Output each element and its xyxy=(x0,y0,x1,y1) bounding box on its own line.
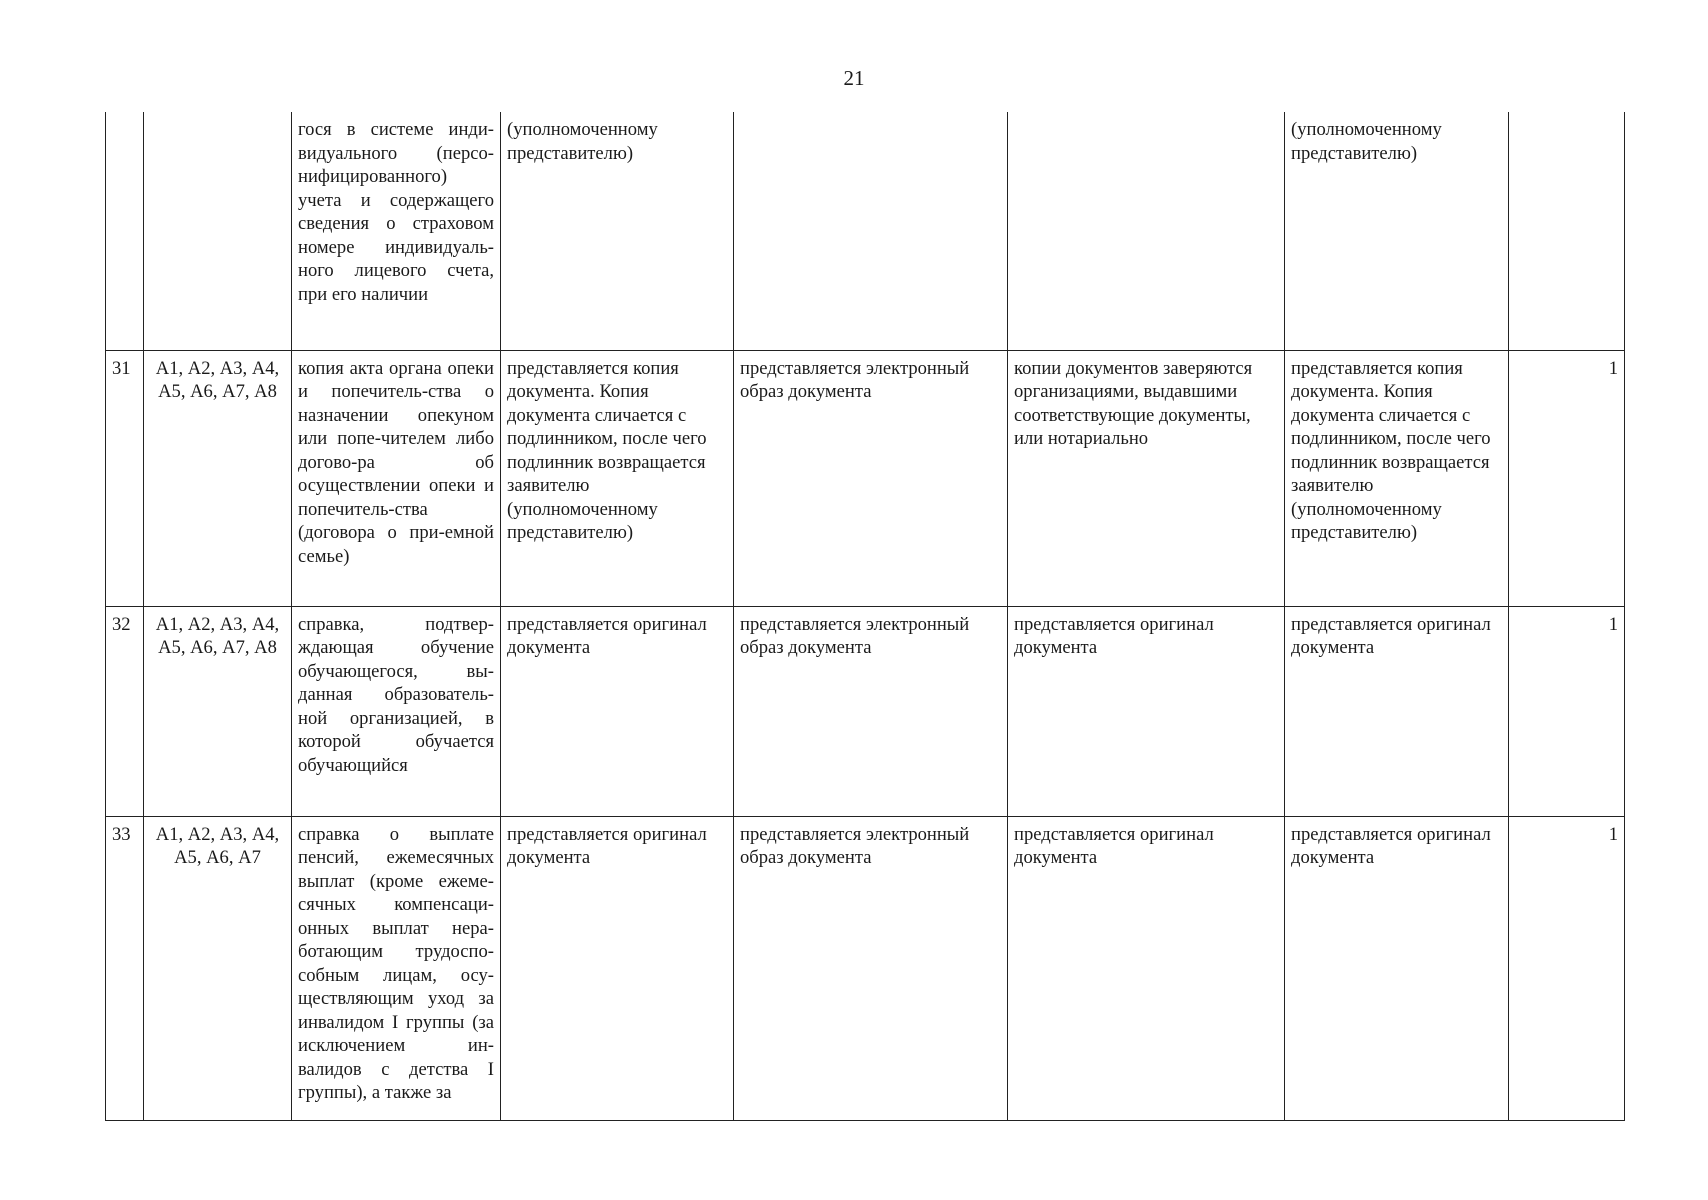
requirements-table xyxy=(105,112,1625,1121)
electronic-submission-cell: представляется электронный образ документа xyxy=(734,606,1008,816)
count-cell: 1 xyxy=(1509,606,1625,816)
applicants-cell: А1, А2, А3, А4, А5, А6, А7, А8 xyxy=(144,350,292,606)
row-number-cell: 31 xyxy=(106,350,144,606)
page-number: 21 xyxy=(843,66,865,90)
in-person-submission-cell: (уполномоченному представителю) xyxy=(501,112,734,350)
mfc-submission-cell: представляется оригинал документа xyxy=(1285,816,1509,1120)
document-name-cell: гося в системе инди-видуального (персо-нифицированного) учета и содержащего сведения о страховом номере индивидуаль-ного лицевого счета, при его наличии xyxy=(292,112,501,350)
mfc-submission-cell: представляется копия документа. Копия документа сличается с подлинником, после чего подлинник возвращается заявителю (уполномоченному представителю) xyxy=(1285,350,1509,606)
table-row xyxy=(106,606,1625,816)
row-number-cell: 32 xyxy=(106,606,144,816)
mfc-submission-cell: (уполномоченному представителю) xyxy=(1285,112,1509,350)
table-row xyxy=(106,350,1625,606)
certification-cell: представляется оригинал документа xyxy=(1008,816,1285,1120)
document-name-cell: копия акта органа опеки и попечитель-ства о назначении опекуном или попе-чителем либо догово-ра об осуществлении опеки и попечитель-ства (договора о при-емной семье) xyxy=(292,350,501,606)
applicants-cell xyxy=(144,112,292,350)
electronic-submission-cell: представляется электронный образ документа xyxy=(734,350,1008,606)
count-cell xyxy=(1509,112,1625,350)
table-row xyxy=(106,112,1625,350)
document-name-cell: справка о выплате пенсий, ежемесячных выплат (кроме ежеме-сячных компенсаци-онных выплат нера-ботающим трудоспо-собным лицам, осу-ществляющим уход за инвалидом I группы (за исключением ин-валидов с детства I группы), а также за xyxy=(292,816,501,1120)
count-cell: 1 xyxy=(1509,350,1625,606)
document-name-cell: справка, подтвер-ждающая обучение обучающегося, вы-данная образователь-ной организацией, в которой обучается обучающийся xyxy=(292,606,501,816)
count-cell: 1 xyxy=(1509,816,1625,1120)
certification-cell: копии документов заверяются организациями, выдавшими соответствующие документы, или нотариально xyxy=(1008,350,1285,606)
table-row xyxy=(106,816,1625,1120)
in-person-submission-cell: представляется копия документа. Копия документа сличается с подлинником, после чего подлинник возвращается заявителю (уполномоченному представителю) xyxy=(501,350,734,606)
applicants-cell: А1, А2, А3, А4, А5, А6, А7, А8 xyxy=(144,606,292,816)
in-person-submission-cell: представляется оригинал документа xyxy=(501,816,734,1120)
row-number-cell xyxy=(106,112,144,350)
electronic-submission-cell xyxy=(734,112,1008,350)
in-person-submission-cell: представляется оригинал документа xyxy=(501,606,734,816)
row-number-cell: 33 xyxy=(106,816,144,1120)
mfc-submission-cell: представляется оригинал документа xyxy=(1285,606,1509,816)
applicants-cell: А1, А2, А3, А4, А5, А6, А7 xyxy=(144,816,292,1120)
certification-cell: представляется оригинал документа xyxy=(1008,606,1285,816)
certification-cell xyxy=(1008,112,1285,350)
electronic-submission-cell: представляется электронный образ документа xyxy=(734,816,1008,1120)
